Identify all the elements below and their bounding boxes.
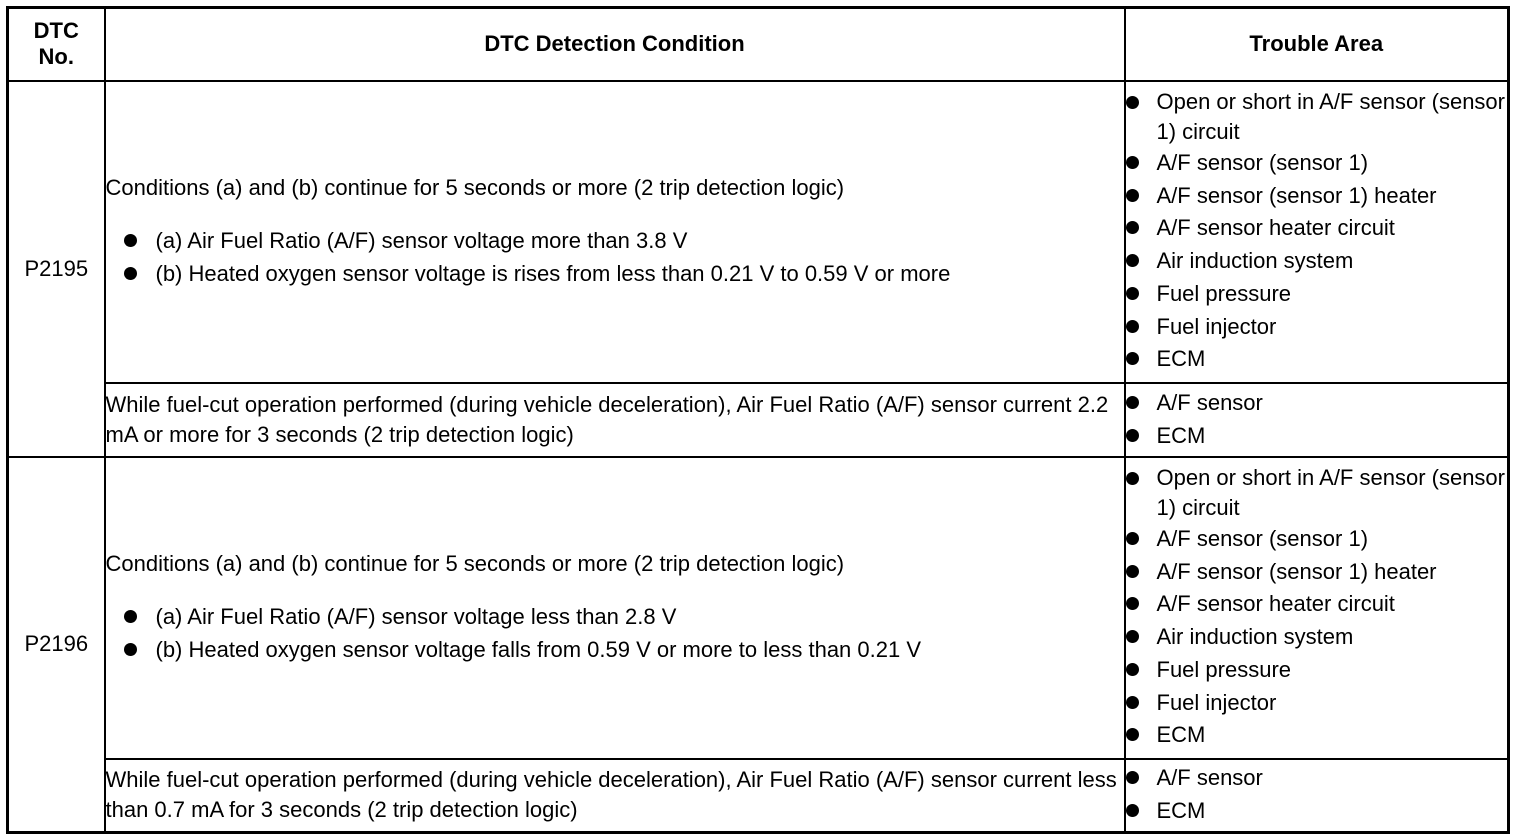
header-row xyxy=(8,8,1509,81)
trouble-area-cell xyxy=(1125,383,1509,457)
header-detection-condition: DTC Detection Condition xyxy=(105,8,1125,81)
bullet-icon xyxy=(1126,156,1139,169)
list-item: Open or short in A/F sensor (sensor 1) circuit xyxy=(1126,87,1508,147)
dtc-code: P2195 xyxy=(8,81,105,457)
bullet-icon xyxy=(1126,254,1139,267)
list-item: A/F sensor (sensor 1) xyxy=(1126,147,1508,180)
dtc-code: P2196 xyxy=(8,457,105,833)
header-trouble-area: Trouble Area xyxy=(1125,8,1509,81)
list-item: Air induction system xyxy=(1126,621,1508,654)
list-item: ECM xyxy=(1126,343,1508,376)
list-item: (a) Air Fuel Ratio (A/F) sensor voltage less than 2.8 V xyxy=(124,601,1124,634)
bullet-icon xyxy=(1126,189,1139,202)
bullet-icon xyxy=(124,234,137,247)
list-item: ECM xyxy=(1126,795,1508,828)
trouble-list xyxy=(1126,762,1508,828)
list-item: ECM xyxy=(1126,420,1508,453)
table-row xyxy=(8,759,1509,833)
list-item: (a) Air Fuel Ratio (A/F) sensor voltage more than 3.8 V xyxy=(124,225,1124,258)
condition-list xyxy=(124,601,1124,666)
detection-condition-cell xyxy=(105,457,1125,759)
bullet-icon xyxy=(1126,287,1139,300)
trouble-area-cell xyxy=(1125,457,1509,759)
bullet-icon xyxy=(1126,96,1139,109)
bullet-icon xyxy=(1126,804,1139,817)
list-item: A/F sensor xyxy=(1126,387,1508,420)
list-item: (b) Heated oxygen sensor voltage is rises from less than 0.21 V to 0.59 V or more xyxy=(124,258,1124,291)
bullet-icon xyxy=(1126,396,1139,409)
bullet-icon xyxy=(1126,532,1139,545)
bullet-icon xyxy=(1126,320,1139,333)
list-item: Fuel pressure xyxy=(1126,278,1508,311)
bullet-icon xyxy=(1126,728,1139,741)
list-item: Fuel pressure xyxy=(1126,654,1508,687)
bullet-icon xyxy=(1126,771,1139,784)
trouble-list xyxy=(1126,87,1508,377)
bullet-icon xyxy=(1126,630,1139,643)
bullet-icon xyxy=(124,267,137,280)
condition-intro: Conditions (a) and (b) continue for 5 seconds or more (2 trip detection logic) xyxy=(105,551,845,576)
table-row xyxy=(8,457,1509,759)
bullet-icon xyxy=(1126,352,1139,365)
list-item: A/F sensor heater circuit xyxy=(1126,588,1508,621)
list-item: A/F sensor xyxy=(1126,762,1508,795)
fuelcut-condition: While fuel-cut operation performed (during vehicle deceleration), Air Fuel Ratio (A/F) sensor current 2.2 mA or more for 3 seconds (2 trip detection logic) xyxy=(105,383,1125,457)
list-item: A/F sensor (sensor 1) xyxy=(1126,523,1508,556)
list-item: Fuel injector xyxy=(1126,311,1508,344)
trouble-list xyxy=(1126,387,1508,453)
list-item: A/F sensor (sensor 1) heater xyxy=(1126,556,1508,589)
bullet-icon xyxy=(1126,221,1139,234)
fuelcut-condition: While fuel-cut operation performed (during vehicle deceleration), Air Fuel Ratio (A/F) sensor current less than 0.7 mA for 3 seconds (2 trip detection logic) xyxy=(105,759,1125,833)
bullet-icon xyxy=(1126,696,1139,709)
list-item: (b) Heated oxygen sensor voltage falls from 0.59 V or more to less than 0.21 V xyxy=(124,634,1124,667)
condition-list xyxy=(124,225,1124,290)
list-item: A/F sensor (sensor 1) heater xyxy=(1126,180,1508,213)
header-dtc-no: DTC No. xyxy=(8,8,105,81)
trouble-list xyxy=(1126,463,1508,753)
trouble-area-cell xyxy=(1125,759,1509,833)
list-item: Air induction system xyxy=(1126,245,1508,278)
bullet-icon xyxy=(1126,472,1139,485)
dtc-table xyxy=(6,6,1510,834)
table-row xyxy=(8,383,1509,457)
list-item: Open or short in A/F sensor (sensor 1) circuit xyxy=(1126,463,1508,523)
bullet-icon xyxy=(124,643,137,656)
bullet-icon xyxy=(1126,565,1139,578)
table-row xyxy=(8,81,1509,383)
bullet-icon xyxy=(1126,597,1139,610)
detection-condition-cell xyxy=(105,81,1125,383)
bullet-icon xyxy=(1126,663,1139,676)
list-item: A/F sensor heater circuit xyxy=(1126,212,1508,245)
condition-intro: Conditions (a) and (b) continue for 5 seconds or more (2 trip detection logic) xyxy=(105,175,845,200)
list-item: ECM xyxy=(1126,719,1508,752)
trouble-area-cell xyxy=(1125,81,1509,383)
bullet-icon xyxy=(1126,429,1139,442)
list-item: Fuel injector xyxy=(1126,687,1508,720)
bullet-icon xyxy=(124,610,137,623)
